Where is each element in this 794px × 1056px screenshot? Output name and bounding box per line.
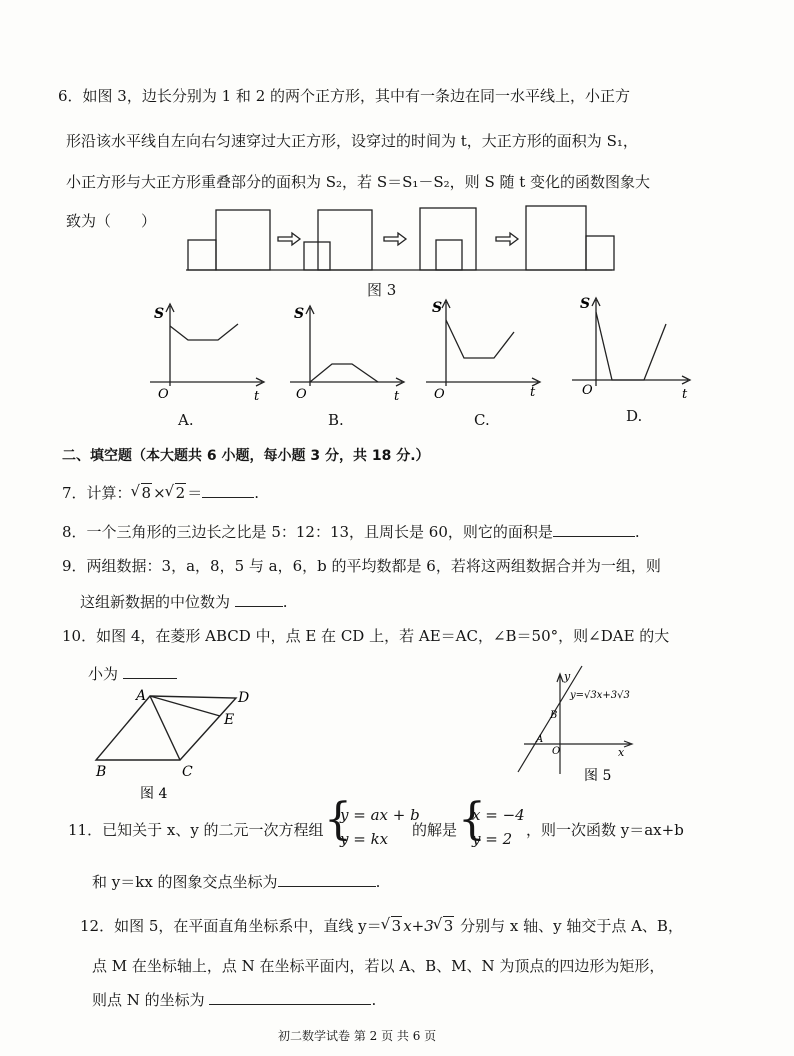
option-b-t-label: t	[394, 389, 400, 404]
page-footer: 初二数学试卷 第 2 页 共 6 页	[278, 1029, 437, 1043]
q10-answer-blank	[123, 664, 177, 679]
q6-line-4: 致为（ ）	[66, 212, 157, 230]
option-d-label: D.	[626, 407, 643, 425]
fig5-label-a: A	[536, 734, 544, 745]
option-c-t-label: t	[530, 385, 536, 400]
figure-4-rhombus	[88, 684, 268, 804]
option-a-s-label: S	[154, 306, 165, 322]
q11-mid: 的解是	[412, 821, 458, 839]
q6-line-1: 6．如图 3，边长分别为 1 和 2 的两个正方形，其中有一条边在同一水平线上，小正方	[58, 87, 631, 105]
q6-line-3: 小正方形与大正方形重叠部分的面积为 S₂，若 S＝S₁－S₂，则 S 随 t 变化的函数图象大	[66, 173, 651, 191]
q11-solution-system: { x = −4 y = 2	[458, 794, 525, 848]
q8: 8．一个三角形的三边长之比是 5：12：13，且周长是 60，则它的面积是 .	[62, 523, 640, 541]
figure-5-coordinate	[510, 662, 640, 782]
q8-answer-blank	[553, 522, 635, 537]
fig5-x-axis-label: x	[618, 746, 625, 759]
figure-3-squares	[180, 198, 620, 274]
figure-3-caption: 图 3	[367, 281, 397, 299]
q9-line-2: 这组新数据的中位数为 .	[80, 593, 288, 611]
option-graph-c	[418, 292, 548, 400]
q11-equation-system: { y = ax + b y = kx	[324, 794, 420, 848]
option-c-origin: O	[434, 387, 445, 400]
fig4-label-a: A	[136, 688, 147, 704]
option-d-t-label: t	[682, 387, 688, 398]
fig5-equation: y=√3x+3√3	[570, 690, 630, 701]
q12-line-2: 点 M 在坐标轴上，点 N 在坐标平面内，若以 A、B、M、N 为顶点的四边形为矩形，	[92, 957, 665, 975]
option-b-s-label: S	[294, 306, 305, 322]
q11-line-2: 和 y＝kx 的图象交点坐标为 .	[92, 873, 381, 891]
option-d-origin: O	[582, 383, 593, 398]
q9-line-1: 9．两组数据：3，a，8，5 与 a，6，b 的平均数都是 6，若将这两组数据合并为一组，则	[62, 557, 661, 575]
fig5-label-b: B	[550, 710, 558, 721]
q7-answer-blank	[202, 483, 254, 498]
q11-answer-blank	[278, 872, 376, 887]
option-b-origin: O	[296, 387, 307, 402]
section-2-title: 二、填空题（本大题共 6 小题，每小题 3 分，共 18 分.）	[62, 448, 430, 464]
fig5-y-axis-label: y	[564, 670, 571, 683]
q11-suffix: ，则一次函数 y＝ax+b	[526, 821, 684, 839]
fig4-label-c: C	[182, 764, 193, 780]
option-a-origin: O	[158, 387, 169, 402]
option-c-s-label: S	[432, 300, 443, 316]
fig4-label-b: B	[96, 764, 107, 780]
option-b-label: B.	[328, 411, 344, 429]
q9-answer-blank	[235, 592, 283, 607]
option-a-label: A.	[178, 411, 194, 429]
fig5-origin: O	[552, 746, 561, 757]
option-c-label: C.	[474, 411, 490, 429]
q10-line-1: 10．如图 4，在菱形 ABCD 中，点 E 在 CD 上，若 AE＝AC，∠B＝50°，则∠DAE 的大	[62, 627, 670, 645]
option-a-t-label: t	[254, 389, 260, 404]
fig4-label-e: E	[224, 712, 235, 728]
q6-line-2: 形沿该水平线自左向右匀速穿过大正方形，设穿过的时间为 t，大正方形的面积为 S₁，	[66, 132, 638, 150]
option-graph-b	[282, 296, 412, 404]
fig4-label-d: D	[238, 690, 250, 706]
option-d-s-label: S	[580, 296, 591, 312]
option-graph-a	[142, 296, 272, 404]
q12-line-1: 12．如图 5，在平面直角坐标系中，直线 y＝√ 3 x+3√ 3 分别与 x 轴、y 轴交于点 A、B，	[80, 916, 683, 936]
q10-line-2: 小为	[88, 664, 177, 684]
fig4-caption: 图 4	[140, 786, 168, 802]
q11-prefix: 11．已知关于 x、y 的二元一次方程组	[68, 821, 324, 839]
q12-answer-blank	[209, 990, 371, 1005]
q12-line-3: 则点 N 的坐标为 .	[92, 991, 377, 1009]
fig5-caption: 图 5	[584, 768, 612, 782]
q7: 7．计算：√ 8 ×√ 2 ＝ .	[62, 483, 259, 503]
option-graph-d	[562, 290, 702, 398]
